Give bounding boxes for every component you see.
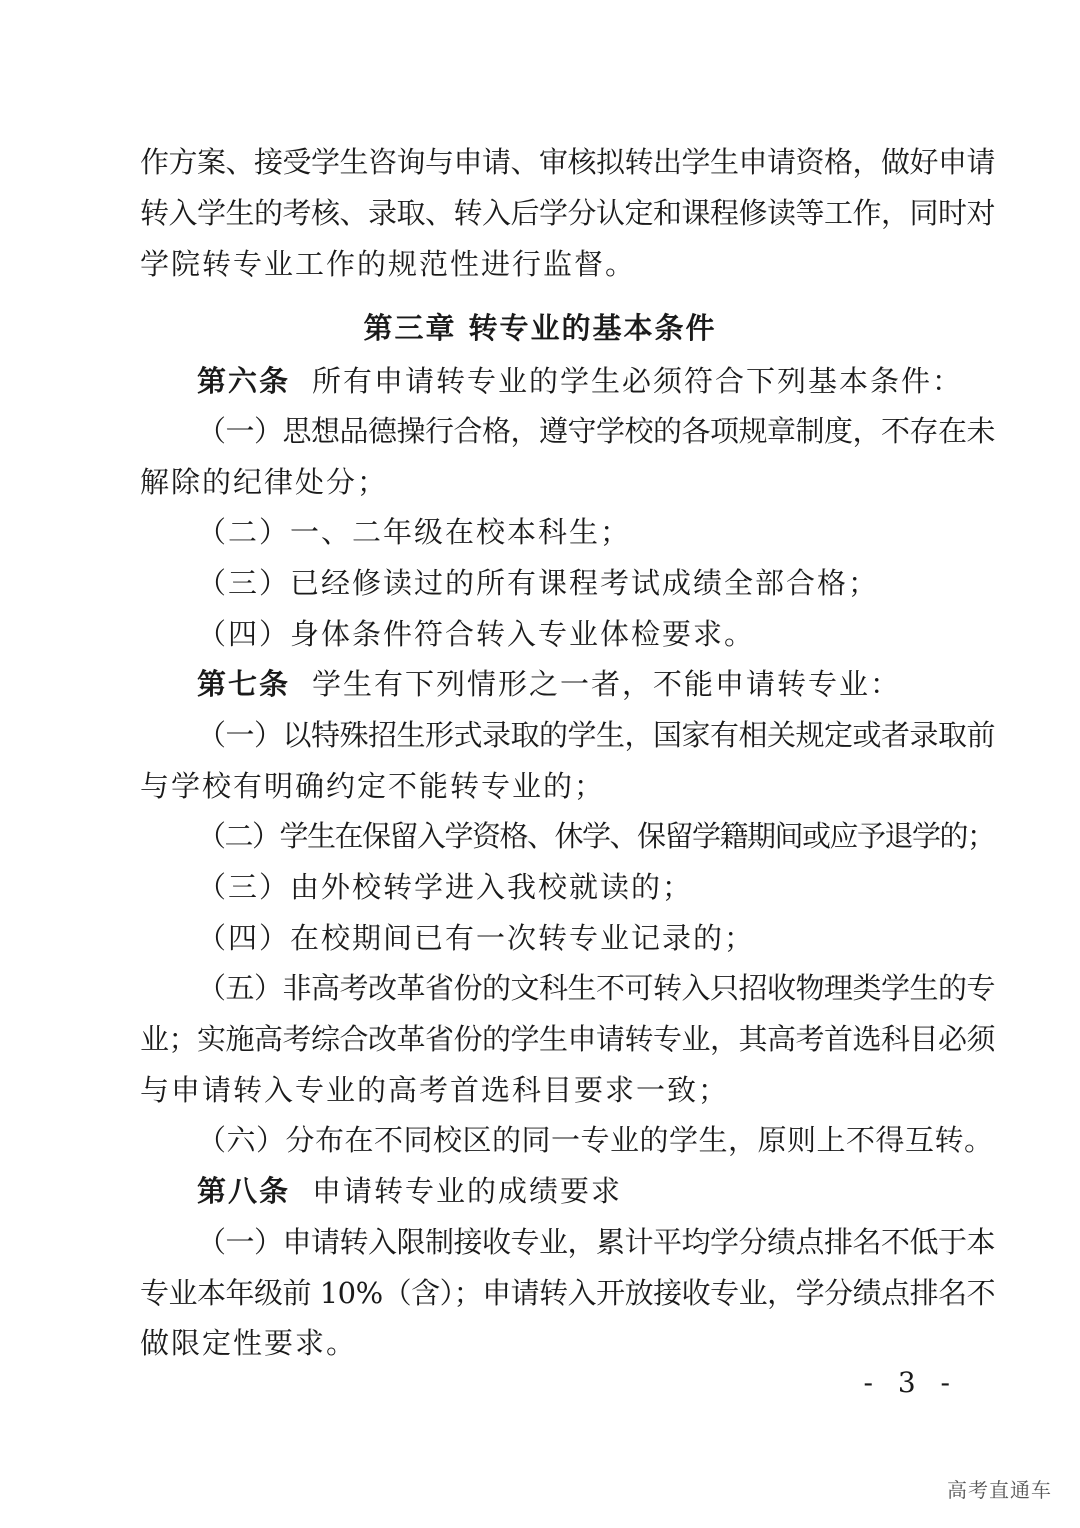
intro-line: 作方案、接受学生咨询与申请、审核拟转出学生申请资格，做好申请 bbox=[140, 145, 996, 179]
chapter-title: 第三章 转专业的基本条件 bbox=[363, 311, 717, 345]
article-7-item: 与学校有明确约定不能转专业的； bbox=[140, 769, 606, 803]
article-7-item: （四）在校期间已有一次转专业记录的； bbox=[197, 921, 756, 955]
article-7-item: 业；实施高考综合改革省份的学生申请转专业，其高考首选科目必须 bbox=[140, 1022, 996, 1056]
article-8-item: 专业本年级前 10%（含）；申请转入开放接收专业，学分绩点排名不 bbox=[140, 1276, 996, 1310]
article-7-text: 学生有下列情形之一者，不能申请转专业： bbox=[312, 667, 902, 701]
article-7-item: （五）非高考改革省份的文科生不可转入只招收物理类学生的专 bbox=[197, 971, 996, 1005]
article-7-item: 与申请转入专业的高考首选科目要求一致； bbox=[140, 1073, 730, 1107]
article-6-heading bbox=[197, 363, 963, 399]
article-6-label: 第六条 bbox=[197, 364, 291, 398]
article-7-item: （一）以特殊招生形式录取的学生，国家有相关规定或者录取前 bbox=[197, 718, 996, 752]
article-6-item: （四）身体条件符合转入专业体检要求。 bbox=[197, 617, 756, 651]
article-8-label: 第八条 bbox=[197, 1174, 291, 1208]
article-6-item: （一）思想品德操行合格，遵守学校的各项规章制度，不存在未 bbox=[197, 414, 996, 448]
article-6-item: （二）一、二年级在校本科生； bbox=[197, 515, 632, 549]
watermark-text: 高考直通车 bbox=[947, 1478, 1052, 1502]
article-8-item: 做限定性要求。 bbox=[140, 1326, 358, 1360]
article-8-item: （一）申请转入限制接收专业，累计平均学分绩点排名不低于本 bbox=[197, 1225, 996, 1259]
article-6-item: 解除的纪律处分； bbox=[140, 465, 389, 499]
article-7-item: （六）分布在不同校区的同一专业的学生，原则上不得互转。 bbox=[197, 1123, 994, 1157]
article-6-text: 所有申请转专业的学生必须符合下列基本条件： bbox=[312, 364, 964, 398]
article-7-heading bbox=[197, 666, 901, 702]
article-7-item: （二）学生在保留入学资格、休学、保留学籍期间或应予退学的； bbox=[197, 819, 995, 853]
article-7-label: 第七条 bbox=[197, 667, 291, 701]
article-8-text: 申请转专业的成绩要求 bbox=[312, 1174, 623, 1208]
article-6-item: （三）已经修读过的所有课程考试成绩全部合格； bbox=[197, 566, 880, 600]
article-7-item: （三）由外校转学进入我校就读的； bbox=[197, 870, 694, 904]
page-number: - 3 - bbox=[863, 1366, 958, 1399]
intro-line: 转入学生的考核、录取、转入后学分认定和课程修读等工作，同时对 bbox=[140, 196, 996, 230]
intro-line: 学院转专业工作的规范性进行监督。 bbox=[140, 247, 637, 281]
article-8-heading bbox=[197, 1173, 622, 1209]
